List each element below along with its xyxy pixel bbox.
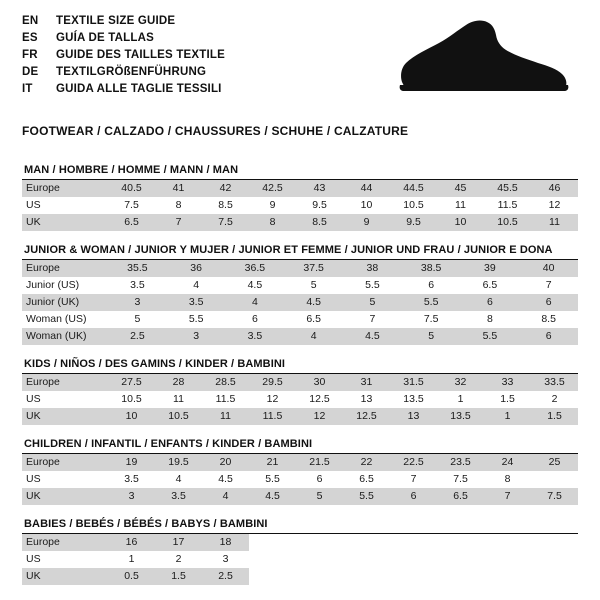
language-row [22,65,225,82]
cell-empty [390,568,437,585]
cell: 6.5 [108,214,155,231]
cell: 25 [531,454,578,471]
cell: 20 [202,454,249,471]
cell-empty [484,551,531,568]
cell: 11.5 [249,408,296,425]
cell: 10.5 [390,197,437,214]
cell: 33.5 [531,374,578,391]
cell: 6.5 [461,277,520,294]
cell: 42 [202,180,249,197]
cell: 37.5 [284,260,343,277]
cell: 40 [519,260,578,277]
table-row [22,214,578,231]
section-kids [22,358,578,425]
cell: 9.5 [390,214,437,231]
cell-empty [343,568,390,585]
row-label: Europe [22,534,108,551]
cell: 11.5 [202,391,249,408]
cell: 6 [461,294,520,311]
cell: 5.5 [461,328,520,345]
cell: 3.5 [155,488,202,505]
language-code: EN [22,15,39,27]
cell: 7.5 [402,311,461,328]
cell: 28 [155,374,202,391]
table-row [22,311,578,328]
table-row [22,374,578,391]
cell: 8 [461,311,520,328]
cell: 7 [390,471,437,488]
cell: 46 [531,180,578,197]
cell: 4 [167,277,226,294]
cell: 13.5 [390,391,437,408]
cell: 4.5 [249,488,296,505]
cell: 5.5 [343,277,402,294]
language-title-list [22,14,225,99]
cell: 7.5 [108,197,155,214]
row-label: US [22,471,108,488]
cell [531,471,578,488]
cell-empty [296,551,343,568]
table-row [22,197,578,214]
cell: 7.5 [531,488,578,505]
cell: 23.5 [437,454,484,471]
cell: 5 [402,328,461,345]
cell: 10 [108,408,155,425]
size-sections [0,164,600,585]
cell: 6 [226,311,285,328]
table-row [22,328,578,345]
section-babies [22,518,578,585]
cell-empty [343,551,390,568]
cell: 36 [167,260,226,277]
cell: 7.5 [437,471,484,488]
cell: 11 [202,408,249,425]
cell: 12 [531,197,578,214]
cell: 10.5 [484,214,531,231]
table-row [22,277,578,294]
cell: 31.5 [390,374,437,391]
cell: 43 [296,180,343,197]
cell: 1 [437,391,484,408]
cell: 5 [284,277,343,294]
row-label: UK [22,568,108,585]
cell: 1.5 [155,568,202,585]
cell: 13 [390,408,437,425]
table-row [22,454,578,471]
cell: 7 [343,311,402,328]
row-label: Woman (US) [22,311,108,328]
cell: 1 [108,551,155,568]
cell: 6 [519,328,578,345]
cell: 6 [296,471,343,488]
language-title: TEXTILGRÖßENFÜHRUNG [56,66,207,78]
row-label: US [22,391,108,408]
cell-empty [484,534,531,551]
cell: 11 [437,197,484,214]
cell: 33 [484,374,531,391]
cell: 38 [343,260,402,277]
cell: 16 [108,534,155,551]
cell: 36.5 [226,260,285,277]
cell: 6 [402,277,461,294]
row-label: Junior (UK) [22,294,108,311]
cell: 31 [343,374,390,391]
cell: 9 [343,214,390,231]
cell: 4.5 [202,471,249,488]
cell: 7 [519,277,578,294]
size-table [22,454,578,505]
cell: 5.5 [402,294,461,311]
language-code: ES [22,32,38,44]
cell: 1.5 [484,391,531,408]
language-row [22,82,225,99]
size-table [22,260,578,345]
cell: 44 [343,180,390,197]
cell: 3 [108,294,167,311]
cell: 19.5 [155,454,202,471]
cell: 5.5 [249,471,296,488]
row-label: UK [22,408,108,425]
cell: 11.5 [484,197,531,214]
language-row [22,14,225,31]
table-row [22,488,578,505]
cell: 32 [437,374,484,391]
table-row [22,294,578,311]
cell: 30 [296,374,343,391]
cell: 3 [167,328,226,345]
cell: 35.5 [108,260,167,277]
table-row [22,551,578,568]
cell: 8.5 [202,197,249,214]
language-code: DE [22,66,39,78]
language-title: GUÍA DE TALLAS [56,32,154,44]
cell: 10.5 [108,391,155,408]
language-title: TEXTILE SIZE GUIDE [56,15,176,27]
cell: 8 [155,197,202,214]
cell: 22 [343,454,390,471]
section-junior-woman [22,244,578,345]
cell: 2 [155,551,202,568]
cell: 5.5 [343,488,390,505]
cell-empty [531,534,578,551]
cell: 4.5 [343,328,402,345]
cell: 0.5 [108,568,155,585]
cell: 45 [437,180,484,197]
cell-empty [343,534,390,551]
cell: 4 [226,294,285,311]
row-label: UK [22,214,108,231]
cell: 21 [249,454,296,471]
section-man [22,164,578,231]
row-label: US [22,197,108,214]
cell: 9 [249,197,296,214]
cell: 5 [343,294,402,311]
cell: 39 [461,260,520,277]
cell: 6 [519,294,578,311]
table-row [22,391,578,408]
cell-empty [390,534,437,551]
row-label: Europe [22,374,108,391]
cell: 10.5 [155,408,202,425]
cell: 2.5 [108,328,167,345]
cell: 3 [202,551,249,568]
cell: 7 [484,488,531,505]
cell: 6 [390,488,437,505]
cell: 42.5 [249,180,296,197]
row-label: Junior (US) [22,277,108,294]
cell-empty [390,551,437,568]
dress-shoe-icon [394,16,574,96]
size-table [22,180,578,231]
section-title: KIDS / NIÑOS / DES GAMINS / KINDER / BAMBINI [22,358,578,374]
size-table [22,374,578,425]
table-row [22,534,578,551]
cell: 28.5 [202,374,249,391]
cell: 11 [155,391,202,408]
cell: 3 [108,488,155,505]
cell: 22.5 [390,454,437,471]
cell: 6.5 [343,471,390,488]
cell: 9.5 [296,197,343,214]
size-table [22,534,578,585]
cell: 8.5 [296,214,343,231]
cell: 12.5 [296,391,343,408]
table-row [22,471,578,488]
cell-empty [437,534,484,551]
cell: 8 [249,214,296,231]
row-label: Europe [22,260,108,277]
cell: 11 [531,214,578,231]
section-title: MAN / HOMBRE / HOMME / MANN / MAN [22,164,578,180]
cell: 27.5 [108,374,155,391]
table-row [22,260,578,277]
cell: 29.5 [249,374,296,391]
language-code: IT [22,83,33,95]
section-title: JUNIOR & WOMAN / JUNIOR Y MUJER / JUNIOR ET FEMME / JUNIOR UND FRAU / JUNIOR E DONA [22,244,578,260]
cell-empty [249,551,296,568]
cell: 12.5 [343,408,390,425]
cell: 12 [296,408,343,425]
table-row [22,568,578,585]
cell: 10 [343,197,390,214]
table-row [22,180,578,197]
category-heading: FOOTWEAR / CALZADO / CHAUSSURES / SCHUHE / CALZATURE [22,124,409,138]
cell-empty [249,568,296,585]
cell: 38.5 [402,260,461,277]
cell-empty [437,568,484,585]
cell: 7 [155,214,202,231]
cell: 3.5 [167,294,226,311]
cell: 4 [284,328,343,345]
cell: 5 [296,488,343,505]
table-row [22,408,578,425]
cell: 40.5 [108,180,155,197]
cell: 17 [155,534,202,551]
cell: 18 [202,534,249,551]
cell-empty [531,568,578,585]
language-row [22,48,225,65]
cell: 24 [484,454,531,471]
cell: 4 [155,471,202,488]
cell: 13.5 [437,408,484,425]
cell-empty [484,568,531,585]
cell: 1 [484,408,531,425]
cell: 12 [249,391,296,408]
cell: 4.5 [226,277,285,294]
cell-empty [531,551,578,568]
row-label: Europe [22,454,108,471]
cell: 19 [108,454,155,471]
cell: 44.5 [390,180,437,197]
row-label: Woman (UK) [22,328,108,345]
cell: 45.5 [484,180,531,197]
cell: 2 [531,391,578,408]
cell: 3.5 [108,277,167,294]
row-label: UK [22,488,108,505]
cell: 4.5 [284,294,343,311]
page-header [0,0,600,112]
cell: 21.5 [296,454,343,471]
cell: 5 [108,311,167,328]
section-children [22,438,578,505]
section-title: CHILDREN / INFANTIL / ENFANTS / KINDER / BAMBINI [22,438,578,454]
language-code: FR [22,49,38,61]
cell: 8 [484,471,531,488]
cell: 4 [202,488,249,505]
language-title: GUIDE DES TAILLES TEXTILE [56,49,225,61]
cell: 3.5 [108,471,155,488]
cell: 1.5 [531,408,578,425]
cell-empty [296,568,343,585]
cell: 8.5 [519,311,578,328]
cell: 6.5 [437,488,484,505]
cell-empty [296,534,343,551]
cell: 6.5 [284,311,343,328]
language-row [22,31,225,48]
cell: 7.5 [202,214,249,231]
cell: 13 [343,391,390,408]
cell-empty [437,551,484,568]
cell: 5.5 [167,311,226,328]
section-title: BABIES / BEBÉS / BÉBÉS / BABYS / BAMBINI [22,518,578,534]
row-label: Europe [22,180,108,197]
row-label: US [22,551,108,568]
cell: 2.5 [202,568,249,585]
cell: 10 [437,214,484,231]
cell: 41 [155,180,202,197]
language-title: GUIDA ALLE TAGLIE TESSILI [56,83,222,95]
cell-empty [249,534,296,551]
cell: 3.5 [226,328,285,345]
